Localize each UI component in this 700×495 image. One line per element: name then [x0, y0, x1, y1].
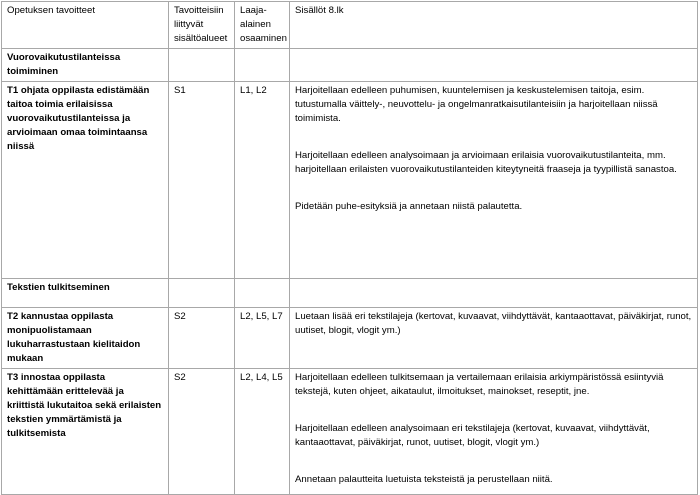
competence-codes: L2, L5, L7	[235, 308, 290, 369]
content-paragraph: Harjoitellaan edelleen analysoimaan ja arvioimaan erilaisia vuorovaikutustilanteita, mm. harjoitellaan erilaisten vuorovaikutustilanteiden kiteytyneitä fraaseja ja tyypillistä sanastoa.	[295, 150, 677, 175]
header-goals: Opetuksen tavoitteet	[2, 2, 169, 49]
goal-text: T2 kannustaa oppilasta monipuolistamaan lukuharrastustaan kielitaidon mukaan	[2, 308, 169, 369]
content-cell	[290, 308, 698, 369]
competence-codes: L1, L2	[235, 82, 290, 279]
content-paragraph: Harjoitellaan edelleen puhumisen, kuuntelemisen ja keskustelemisen taitoja, esim. tutustumalla väittely-, neuvottelu- ja ongelmanratkaisutilanteisiin ja harjoitellaan niissä toimimista.	[295, 85, 658, 124]
header-areas: Tavoitteisiin liittyvät sisältöalueet	[169, 2, 235, 49]
content-paragraph: Harjoitellaan edelleen tulkitsemaan ja vertailemaan erilaisia arkiympäristössä esiintyviä tekstejä, kuten ohjeet, aikataulut, ilmoitukset, mainokset, reseptit, jne.	[295, 372, 664, 397]
curriculum-table	[1, 1, 698, 495]
goal-row	[2, 308, 698, 369]
competence-codes: L2, L4, L5	[235, 369, 290, 495]
section-row	[2, 279, 698, 308]
goal-row	[2, 369, 698, 495]
content-paragraph: Pidetään puhe-esityksiä ja annetaan niistä palautetta.	[295, 201, 523, 212]
goal-row	[2, 82, 698, 279]
content-paragraph: Annetaan palautteita luetuista teksteistä ja perustellaan niitä.	[295, 474, 553, 485]
content-area: S1	[169, 82, 235, 279]
section-row	[2, 49, 698, 82]
goal-text: T3 innostaa oppilasta kehittämään erittelevää ja kriittistä lukutaitoa sekä erilaisten tekstien ymmärtämistä ja tulkitsemista	[2, 369, 169, 495]
header-content: Sisällöt 8.lk	[290, 2, 698, 49]
content-cell	[290, 82, 698, 279]
header-row	[2, 2, 698, 49]
content-paragraph: Harjoitellaan edelleen analysoimaan eri tekstilajeja (kertovat, kuvaavat, viihdyttävät, kantaaottavat, päiväkirjat, runot, uutiset, blogit, vlogit ym.)	[295, 423, 650, 448]
section-title: Vuorovaikutustilanteissa toimiminen	[2, 49, 169, 82]
content-area: S2	[169, 308, 235, 369]
content-paragraph: Luetaan lisää eri tekstilajeja (kertovat, kuvaavat, viihdyttävät, kantaaottavat, päiväkirjat, runot, uutiset, blogit, vlogit ym.)	[295, 311, 692, 336]
section-title: Tekstien tulkitseminen	[2, 279, 169, 308]
content-area: S2	[169, 369, 235, 495]
content-cell	[290, 369, 698, 495]
goal-text: T1 ohjata oppilasta edistämään taitoa toimia erilaisissa vuorovaikutustilanteissa ja arvioimaan omaa toimintaansa niissä	[2, 82, 169, 279]
header-competence: Laaja-alainen osaaminen	[235, 2, 290, 49]
